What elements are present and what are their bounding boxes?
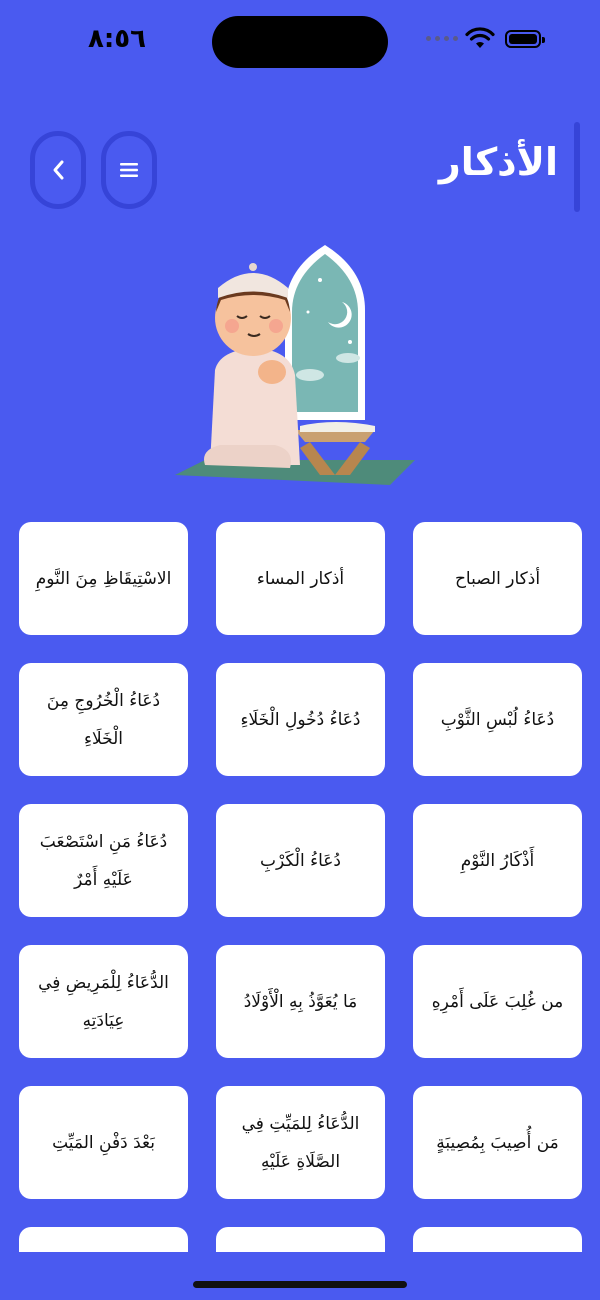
home-indicator[interactable] bbox=[193, 1281, 407, 1288]
card-overcome-matter[interactable]: من غُلِبَ عَلَى أَمْرِهِ bbox=[413, 945, 582, 1058]
card-partial[interactable] bbox=[216, 1227, 385, 1252]
card-funeral-prayer[interactable]: الدُّعَاءُ لِلمَيِّتِ فِي الصَّلَاةِ عَلَيْهِ bbox=[216, 1086, 385, 1199]
page-title: الأذكار bbox=[438, 140, 558, 184]
card-leaving-toilet[interactable]: دُعَاءُ الْخُرُوجِ مِنَ الْخَلَاءِ bbox=[19, 663, 188, 776]
status-time: ٨:٥٦ bbox=[88, 24, 147, 54]
signal-icon bbox=[426, 36, 458, 41]
card-partial[interactable] bbox=[19, 1227, 188, 1252]
menu-icon bbox=[120, 163, 138, 177]
card-distress-dua[interactable]: دُعَاءُ الْكَرْبِ bbox=[216, 804, 385, 917]
battery-icon bbox=[505, 30, 541, 48]
card-evening-adhkar[interactable]: أذكار المساء bbox=[216, 522, 385, 635]
menu-button[interactable] bbox=[101, 131, 157, 209]
card-wearing-clothes[interactable]: دُعَاءُ لُبْسِ الثَّوْبِ bbox=[413, 663, 582, 776]
card-difficult-matter[interactable]: دُعَاءُ مَنِ اسْتَصْعَبَ عَلَيْهِ أَمْرٌ bbox=[19, 804, 188, 917]
card-waking-up[interactable]: الاسْتِيقَاظِ مِنَ النَّومِ bbox=[19, 522, 188, 635]
chevron-left-icon bbox=[51, 159, 65, 181]
adhkar-grid bbox=[18, 522, 582, 1252]
card-partial[interactable] bbox=[413, 1227, 582, 1252]
back-button[interactable] bbox=[30, 131, 86, 209]
card-children-protection[interactable]: مَا يُعَوَّذُ بِهِ الْأَوْلَادُ bbox=[216, 945, 385, 1058]
dynamic-island bbox=[212, 16, 388, 68]
card-morning-adhkar[interactable]: أذكار الصباح bbox=[413, 522, 582, 635]
card-calamity[interactable]: مَن أُصِيبَ بِمُصِيبَةٍ bbox=[413, 1086, 582, 1199]
card-visiting-sick[interactable]: الدُّعَاءُ لِلْمَرِيضِ فِي عِيَادَتِهِ bbox=[19, 945, 188, 1058]
wifi-icon bbox=[465, 27, 495, 51]
header-accent-bar bbox=[574, 122, 580, 212]
card-sleep-adhkar[interactable]: أَذْكَارُ النَّوْمِ bbox=[413, 804, 582, 917]
card-after-burial[interactable]: بَعْدَ دَفْنِ المَيِّتِ bbox=[19, 1086, 188, 1199]
card-entering-toilet[interactable]: دُعَاءُ دُخُولِ الْخَلَاءِ bbox=[216, 663, 385, 776]
praying-boy-illustration bbox=[160, 240, 430, 490]
status-bar bbox=[0, 0, 600, 80]
